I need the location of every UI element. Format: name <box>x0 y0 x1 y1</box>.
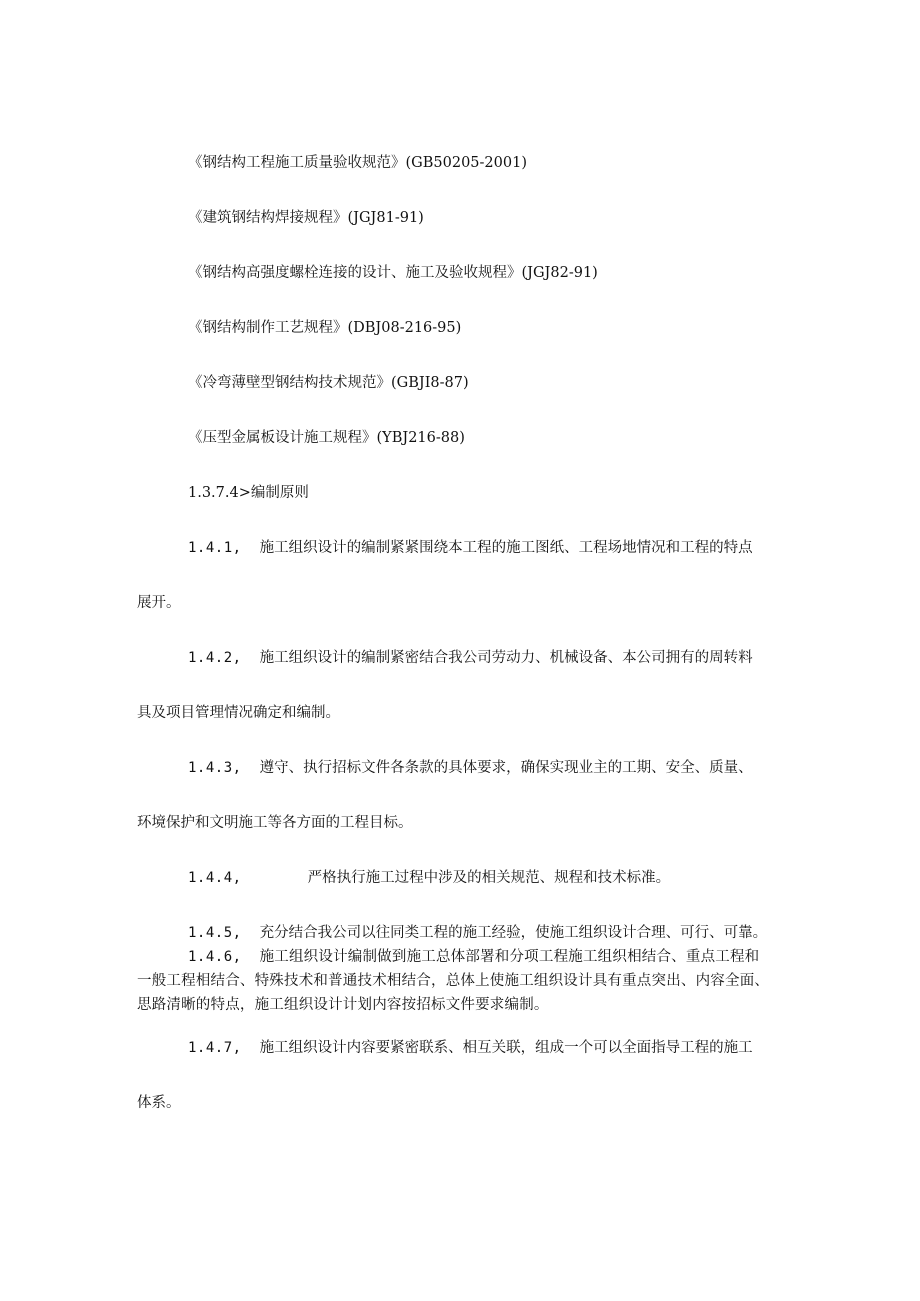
principle-5-line <box>188 923 767 943</box>
principle-text: 严格执行施工过程中涉及的相关规范、规程和技术标准。 <box>307 870 671 886</box>
principle-3-continuation: 环境保护和文明施工等各方面的工程目标。 <box>137 815 413 831</box>
principle-6-first-line <box>188 947 759 967</box>
principle-6-continuation: 一般工程相结合、特殊技术和普通技术相结合，总体上使施工组织设计具有重点突出、内容全面、 <box>137 973 770 989</box>
principle-number: 1.4.6, <box>188 949 242 965</box>
reference-item: 《钢结构制作工艺规程》(DBJ08-216-95) <box>188 320 462 336</box>
principle-7-first-line <box>188 1038 753 1058</box>
principle-text: 充分结合我公司以往同类工程的施工经验，使施工组织设计合理、可行、可靠。 <box>259 925 768 941</box>
reference-item: 《钢结构高强度螺栓连接的设计、施工及验收规程》(JGJ82-91) <box>188 265 598 281</box>
principle-2-continuation: 具及项目管理情况确定和编制。 <box>137 705 340 721</box>
principle-3-first-line <box>188 758 753 778</box>
principle-number: 1.4.7, <box>188 1040 242 1056</box>
principle-6-continuation: 思路清晰的特点，施工组织设计计划内容按招标文件要求编制。 <box>137 997 549 1013</box>
principle-number: 1.4.1, <box>188 540 242 556</box>
reference-item: 《压型金属板设计施工规程》(YBJ216-88) <box>188 430 465 446</box>
principle-number: 1.4.5, <box>188 925 242 941</box>
section-heading: 1.3.7.4>编制原则 <box>188 485 309 501</box>
principle-text: 遵守、执行招标文件各条款的具体要求，确保实现业主的工期、安全、质量、 <box>259 760 753 776</box>
principle-text: 施工组织设计的编制紧密结合我公司劳动力、机械设备、本公司拥有的周转料 <box>259 650 753 666</box>
principle-1-continuation: 展开。 <box>137 595 181 611</box>
reference-item: 《建筑钢结构焊接规程》(JGJ81-91) <box>188 210 424 226</box>
reference-item: 《钢结构工程施工质量验收规范》(GB50205-2001) <box>188 155 527 171</box>
principle-2-first-line <box>188 648 753 668</box>
principle-text: 施工组织设计编制做到施工总体部署和分项工程施工组织相结合、重点工程和 <box>259 949 760 965</box>
principle-number: 1.4.4, <box>188 870 242 886</box>
reference-item: 《冷弯薄壁型钢结构技术规范》(GBJI8-87) <box>188 375 469 391</box>
principle-text: 施工组织设计内容要紧密联系、相互关联，组成一个可以全面指导工程的施工 <box>259 1040 753 1056</box>
principle-number: 1.4.3, <box>188 760 242 776</box>
principle-text: 施工组织设计的编制紧紧围绕本工程的施工图纸、工程场地情况和工程的特点 <box>259 540 753 556</box>
principle-4-line <box>188 868 670 888</box>
principle-7-continuation: 体系。 <box>137 1095 181 1111</box>
principle-1-first-line <box>188 538 753 558</box>
principle-number: 1.4.2, <box>188 650 242 666</box>
